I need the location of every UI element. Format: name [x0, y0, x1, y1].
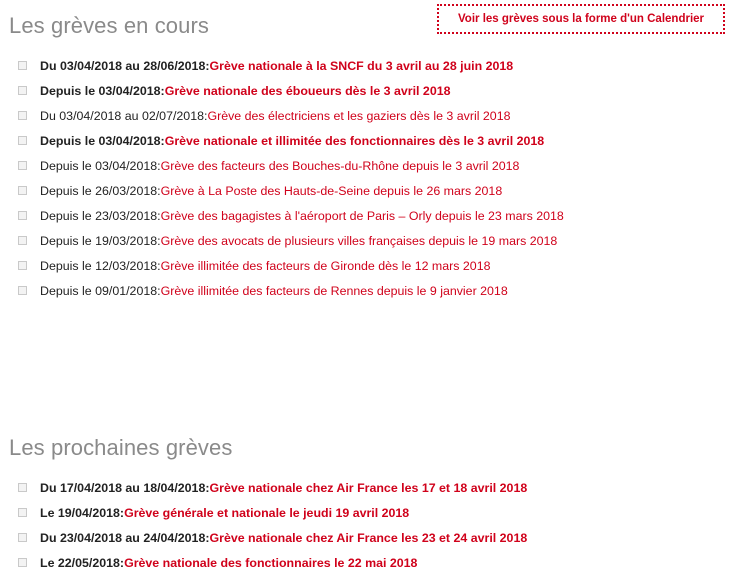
strike-date: Le 22/05/2018 [40, 555, 120, 570]
separator: : [157, 158, 161, 173]
strike-link[interactable]: Grève des avocats de plusieurs villes françaises depuis le 19 mars 2018 [160, 233, 558, 248]
separator: : [205, 58, 210, 73]
square-bullet-icon [18, 483, 27, 492]
strike-date: Du 03/04/2018 au 02/07/2018 [40, 108, 204, 123]
strike-date: Depuis le 03/04/2018 [40, 133, 161, 148]
square-bullet-icon [18, 86, 27, 95]
strike-link[interactable]: Grève illimitée des facteurs de Gironde dès le 12 mars 2018 [160, 258, 491, 273]
strike-list-item [18, 525, 527, 550]
strike-link[interactable]: Grève nationale des fonctionnaires le 22 mai 2018 [124, 555, 418, 570]
strike-date: Depuis le 23/03/2018 [40, 208, 158, 223]
upcoming-strikes-list [18, 475, 527, 575]
strike-list-item [18, 253, 564, 278]
square-bullet-icon [18, 111, 27, 120]
square-bullet-icon [18, 61, 27, 70]
separator: : [205, 480, 210, 495]
square-bullet-icon [18, 161, 27, 170]
strike-date: Depuis le 26/03/2018 [40, 183, 158, 198]
strike-date: Le 19/04/2018 [40, 505, 120, 520]
separator: : [157, 208, 161, 223]
separator: : [205, 530, 210, 545]
strike-list-item [18, 178, 564, 203]
strike-list-item [18, 128, 564, 153]
separator: : [119, 505, 125, 520]
separator: : [157, 183, 161, 198]
strike-list-item [18, 103, 564, 128]
strike-link[interactable]: Grève des électriciens et les gaziers dès le 3 avril 2018 [207, 108, 511, 123]
separator: : [119, 555, 125, 570]
separator: : [157, 283, 161, 298]
strike-date: Depuis le 12/03/2018 [40, 258, 158, 273]
square-bullet-icon [18, 261, 27, 270]
strike-link[interactable]: Grève illimitée des facteurs de Rennes depuis le 9 janvier 2018 [160, 283, 508, 298]
square-bullet-icon [18, 286, 27, 295]
strike-link[interactable]: Grève des facteurs des Bouches-du-Rhône depuis le 3 avril 2018 [160, 158, 520, 173]
strike-list-item [18, 278, 564, 303]
strike-list-item [18, 500, 527, 525]
strike-date: Depuis le 09/01/2018 [40, 283, 158, 298]
square-bullet-icon [18, 508, 27, 517]
square-bullet-icon [18, 211, 27, 220]
strike-link[interactable]: Grève nationale chez Air France les 17 et 18 avril 2018 [209, 480, 528, 495]
strike-date: Du 23/04/2018 au 24/04/2018 [40, 530, 206, 545]
current-strikes-heading: Les grèves en cours [9, 13, 210, 38]
strike-date: Depuis le 03/04/2018 [40, 83, 161, 98]
calendar-view-link[interactable]: Voir les grèves sous la forme d'un Calendrier [437, 4, 725, 34]
strike-link[interactable]: Grève générale et nationale le jeudi 19 avril 2018 [124, 505, 410, 520]
strike-date: Du 17/04/2018 au 18/04/2018 [40, 480, 206, 495]
strike-link[interactable]: Grève des bagagistes à l'aéroport de Paris – Orly depuis le 23 mars 2018 [160, 208, 564, 223]
separator: : [160, 83, 165, 98]
current-strikes-list [18, 53, 564, 303]
strike-link[interactable]: Grève nationale à la SNCF du 3 avril au 28 juin 2018 [209, 58, 514, 73]
strike-date: Du 03/04/2018 au 28/06/2018 [40, 58, 206, 73]
strike-date: Depuis le 03/04/2018 [40, 158, 158, 173]
square-bullet-icon [18, 558, 27, 567]
separator: : [157, 258, 161, 273]
strike-date: Depuis le 19/03/2018 [40, 233, 158, 248]
square-bullet-icon [18, 186, 27, 195]
square-bullet-icon [18, 533, 27, 542]
upcoming-strikes-heading: Les prochaines grèves [9, 435, 233, 460]
strike-list-item [18, 203, 564, 228]
strike-link[interactable]: Grève nationale des éboueurs dès le 3 avril 2018 [164, 83, 451, 98]
separator: : [203, 108, 208, 123]
strike-link[interactable]: Grève nationale chez Air France les 23 et 24 avril 2018 [209, 530, 528, 545]
square-bullet-icon [18, 136, 27, 145]
strike-list-item [18, 475, 527, 500]
strike-link[interactable]: Grève nationale et illimitée des fonctionnaires dès le 3 avril 2018 [164, 133, 545, 148]
strike-link[interactable]: Grève à La Poste des Hauts-de-Seine depuis le 26 mars 2018 [160, 183, 503, 198]
strike-list-item [18, 153, 564, 178]
strike-list-item [18, 78, 564, 103]
strike-list-item [18, 550, 527, 575]
square-bullet-icon [18, 236, 27, 245]
separator: : [160, 133, 165, 148]
strike-list-item [18, 53, 564, 78]
strike-list-item [18, 228, 564, 253]
separator: : [157, 233, 161, 248]
